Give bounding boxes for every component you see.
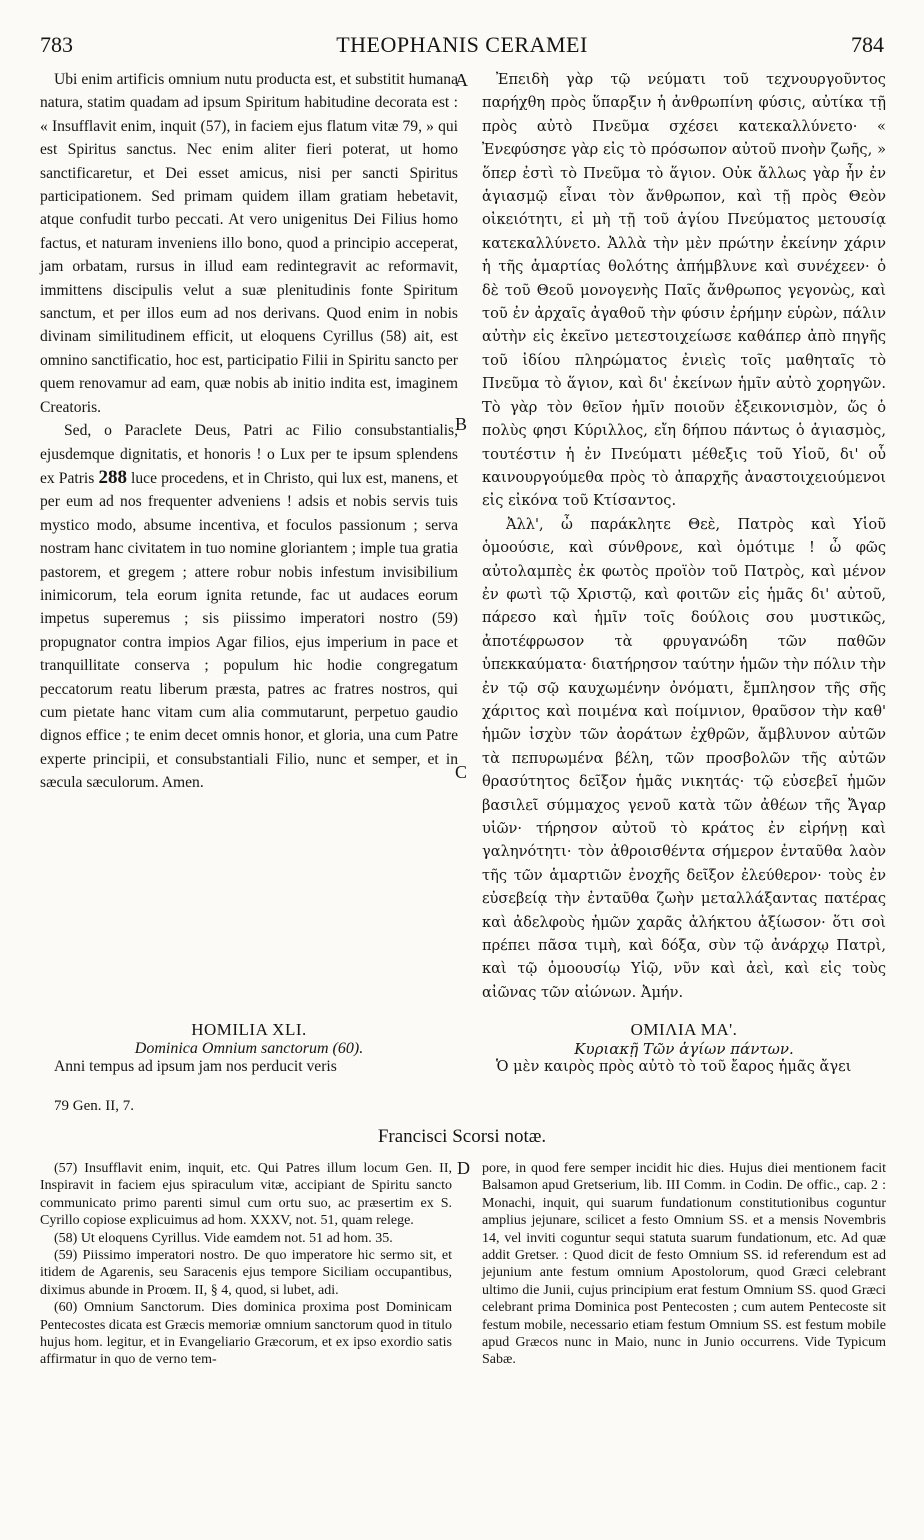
edition-page-number: 288 [98,466,127,488]
greek-homily-subtitle: Κυριακῇ Τῶν ἁγίων πάντων. [574,1040,794,1058]
latin-paragraph-1: Ubi enim artificis omnium nutu producta est, et substitit humana natura, statim quadam ad ipsum Spiritum habitudine decorata est : « Insufflavit enim, inquit (57), in faciem ejus flatum vitæ 79, » qui est Spiritus sanctus. Nec enim aliter fieri poterat, ut homo sanctificaretur, et Dei esset amicus, nisi per sancti Spiritus participationem. Sed primam quidem illam gratiam hebetavit, atque confudit turbo peccati. At vero unigenitus Dei Filius homo factus, et naturam inveniens illo bono, quod a principio acceperat, jam orbatam, rursus in illud eam redintegravit ac reformavit, immittens discipulis velut a suæ plenitudinis fonte Spiritum sanctum, et per illos eum ad nos derivans. Quod enim in nobis divinam similitudinem efficit, ut eloquens Cyrillus (58) ait, est omnino sanctificatio, hoc est, participatio Filii in Spiritu sancto per quem renovamur ad eam, quæ nobis ab initio indita est, imaginem Creatoris. [40,71,458,416]
margin-letter-a: A [455,70,468,90]
note-58: (58) Ut eloquens Cyrillus. Vide eamdem not. 51 ad hom. 35. [54,1230,393,1246]
page-number-left: 783 [40,32,73,57]
running-title: THEOPHANIS CERAMEI [336,32,588,57]
greek-column [482,68,886,1004]
latin-paragraph-2b: luce procedens, et in Christo, qui lux est, manens, et per eum ad nos frequenter adveniens ! adsis et nobis servis tuis mystico modo, absume incentiva, et foculos passionum ; serva nostram hanc civitatem in tuo nomine gloriantem ; imple tua gratia pastorem, et gregem ; attere robur nobis infestum invisibilium inimicorum, tela eorum ignita retunde, fac ut audaces eorum impetus superemus ; sis piissimo imperatori nostro (59) propugnator contra impios Agar filios, ejus imperium in pace et tranquillitate conserva ; populum hic hodie congregatum peccatorum reatu liberum præsta, patres ac fratres nostros, qui cum pietate hanc vitam cum alia commutarunt, perpetuo gaudio dignos effice ; te enim decet omnis honor, et gloria, una cum Patre experte principii, et consubstantiali Filio, nunc et semper, et in sæcula sæculorum. Amen. [40,469,458,792]
notes-right-column [482,1160,886,1369]
margin-letter-b: B [455,414,468,434]
latin-homily-subtitle: Dominica Omnium sanctorum (60). [134,1040,364,1057]
note-60: (60) Omnium Sanctorum. Dies dominica proxima post Dominicam Pentecostes dicata est Græcis memoriæ omnium sanctorum quod in titulo hujus hom. legitur, et in Evangeliario Græcorum, et ex ipso exordio satis affirmatur in quo de verno tem- [40,1300,452,1368]
note-57: (57) Insufflavit enim, inquit, etc. Qui Patres illum locum Gen. II, Inspiravit in faciem ejus spiraculum vitæ, accipiant de Spiritu sancto communicato primo parenti simul cum ortu suo, ac præsertim ex S. Cyrillo copiose explicuimus ad hom. XXXV, not. 51, quam relege. [40,1161,452,1229]
page-header [40,32,884,62]
greek-homily-incipit: Ὁ μὲν καιρὸς πρὸς αὐτὸ τὸ τοῦ ἔαρος ἡμᾶς ἄγει [496,1058,852,1075]
note-59: (59) Piissimo imperatori nostro. De quo imperatore hic sermo sit, et itidem de Agarenis, seu Saracenis ejus tempore Siciliam occupantibus, diximus abunde in Proœm. II, § 4, quod, si lubet, adi. [40,1248,452,1298]
latin-paragraph-2a: Sed, o Paraclete Deus, Patri ac Filio consubstantialis, ejusdemque dignitatis, et honoris ! o Lux per te ipsum splendens ex Patris [40,422,458,487]
notes-left-column [40,1160,452,1369]
margin-letter-c: C [455,762,468,782]
greek-paragraph-2: Ἀλλ', ὦ παράκλητε Θεὲ, Πατρὸς καὶ Υἱοῦ ὁμοούσιε, καὶ σύνθρονε, καὶ ὁμότιμε ! ὦ φῶς αὐτολαμπὲς ἐκ φωτὸς προϊὸν τοῦ Πατρὸς, καὶ μένον ἐν φωτὶ τῷ Χριστῷ, καὶ φοιτῶν εἰς ἡμᾶς δι' αὐτοῦ, πάρεσο καὶ ἡμῖν τοῖς δούλοις σου μυστικῶς, ἀποτέφρωσον τὰ φρυγανώδη τῶν παθῶν ὑπεκκαύματα· διατήρησον ταύτην ἡμῶν τὴν πόλιν τὴν ἐν τῷ σῷ καυχωμένην ὀνόματι, ἔμπλησον τῆς σῆς χάριτος καὶ ποιμένα καὶ ποίμνιον, θραῦσον τὴν καθ' ἡμῶν ἰσχὺν τῶν ἀοράτων ἐχθρῶν, ἄμβλυνον αὐτῶν τὰ πεπυρωμένα βέλη, τῶν προσβολῶν τῆς αὐτῶν θρασύτητος δεῖξον ἡμᾶς νικητάς· τῷ εὐσεβεῖ ἡμῶν βασιλεῖ σύμμαχος γενοῦ κατὰ τῶν ἀθέων τῆς Ἄγαρ υἱῶν· τήρησον αὐτοῦ τὸ κράτος ἐν εἰρήνῃ καὶ γαληνότητι· τὸν ἀθροισθέντα σήμερον ἐνταῦθα λαὸν τῆς τῶν ἁμαρτιῶν ἐνοχῆς δεῖξον ἐλεύθερον· τοὺς ἐν εὐσεβείᾳ τὴν ἐνταῦθα ζωὴν μεταλλάξαντας πατέρας καὶ ἀδελφοὺς ἡμῶν χαρᾶς ἀλήκτου ἀξίωσον· ὅτι σοὶ πρέπει πᾶσα τιμὴ, καὶ δόξα, σὺν τῷ ἀνάρχῳ Πατρὶ, καὶ τῷ ὁμοουσίῳ Υἱῷ, νῦν καὶ ἀεὶ, καὶ εἰς τοὺς αἰῶνας τῶν αἰώνων. Ἀμήν. [482,515,886,1001]
latin-homily-incipit: Anni tempus ad ipsum jam nos perducit veris [54,1058,337,1075]
margin-letter-d: D [457,1158,470,1178]
page-number-right: 784 [851,32,884,57]
greek-paragraph-1: Ἐπειδὴ γὰρ τῷ νεύματι τοῦ τεχνουργοῦντος παρήχθη πρὸς ὕπαρξιν ἡ ἀνθρωπίνη φύσις, αὐτίκα τῇ πρὸς αὐτὸ Πνεῦμα σχέσει κατεκαλλύνετο· « Ἐνεφύσησε γὰρ εἰς τὸ πρόσωπον αὐτοῦ πνοὴν ζωῆς, » ὅπερ ἐστὶ τὸ Πνεῦμα τὸ ἅγιον. Οὐκ ἄλλως γὰρ ἦν ἐν ἁγιασμῷ εἶναι τὸν ἄνθρωπον, καὶ τῇ πρὸς Θεὸν οἰκειότητι, εἰ μὴ τῇ τοῦ ἁγίου Πνεύματος μετουσίᾳ κατεκαλλύνετο. Ἀλλὰ τὴν μὲν πρώτην ἐκείνην χάριν ἡ τῆς ἁμαρτίας θολότης ἀπήμβλυνε καὶ συνέχεεν· ὁ δὲ τοῦ Θεοῦ μονογενὴς Παῖς ἄνθρωπος γεγονὼς, καὶ τοῦ ἐν ἀρχαῖς ἀγαθοῦ τὴν φύσιν ἐρήμην εὑρὼν, πάλιν αὐτὴν εἰς ἐκεῖνο μετεστοιχείωσε καθάπερ ἀπὸ πηγῆς τοῦ ἰδίου πληρώματος ἐνιεὶς τοῖς μαθηταῖς τὸ Πνεῦμα τὸ ἅγιον, καὶ δι' ἐκείνων ἡμῖν αὐτὸ χορηγῶν. Τὸ γὰρ τὸν θεῖον ἡμῖν ποιοῦν ἐξεικονισμὸν, ὥς ὁ πολὺς φησι Κύριλλος, εἴη δήπου πάντως ὁ ἁγιασμὸς, τουτέστιν ἡ ἐν Πνεύματι μέθεξις τοῦ Υἱοῦ, δι' οὗ καινουργούμεθα πρὸς τὸ ἀπαρχῆς ἀναστοιχειούμενοι εἰς εἰκόνα τοῦ Κτίσαντος. [482,71,886,510]
latin-homily-title: HOMILIA XLI. [191,1020,307,1039]
notes-title: Francisci Scorsi notæ. [377,1126,547,1147]
latin-paragraph-2 [40,419,458,795]
greek-homily-heading [482,1020,886,1075]
footnote: 79 Gen. II, 7. [54,1098,134,1114]
note-60-continued: pore, in quod fere semper incidit hic dies. Hujus diei mentionem facit Balsamon apud Gretserium, lib. III Comm. in Codin. De offic., cap. 2 : Monachi, inquit, qui suarum fundationum constitutionibus coguntur amplius jejunare, scilicet a festo Omnium SS. et a mensis Novembris 14, vel inviti coguntur sequi statuta suarum fundationum, etc. Ad quæ addit Gretser. : Quod dicit de festo Omnium SS. id referendum est ad jejunium ante festum omnium Apostolorum, quod Græci celebrant ultimo die Junii, cujus principium erat festum Omnium SS. quod Græci celebrant prima Dominica post Pentecosten ; cum autem Pentecoste sit festum mobile, necessario etiam festum Omnium SS. est festum mobile apud Græcos nunc in Maio, nunc in Junio occurrens. Vide Typicum Sabæ. [482,1161,886,1368]
latin-homily-heading [40,1020,458,1076]
latin-column [40,68,458,795]
greek-homily-title: ΟΜΙΛΙΑ ΜΑ'. [630,1020,738,1039]
